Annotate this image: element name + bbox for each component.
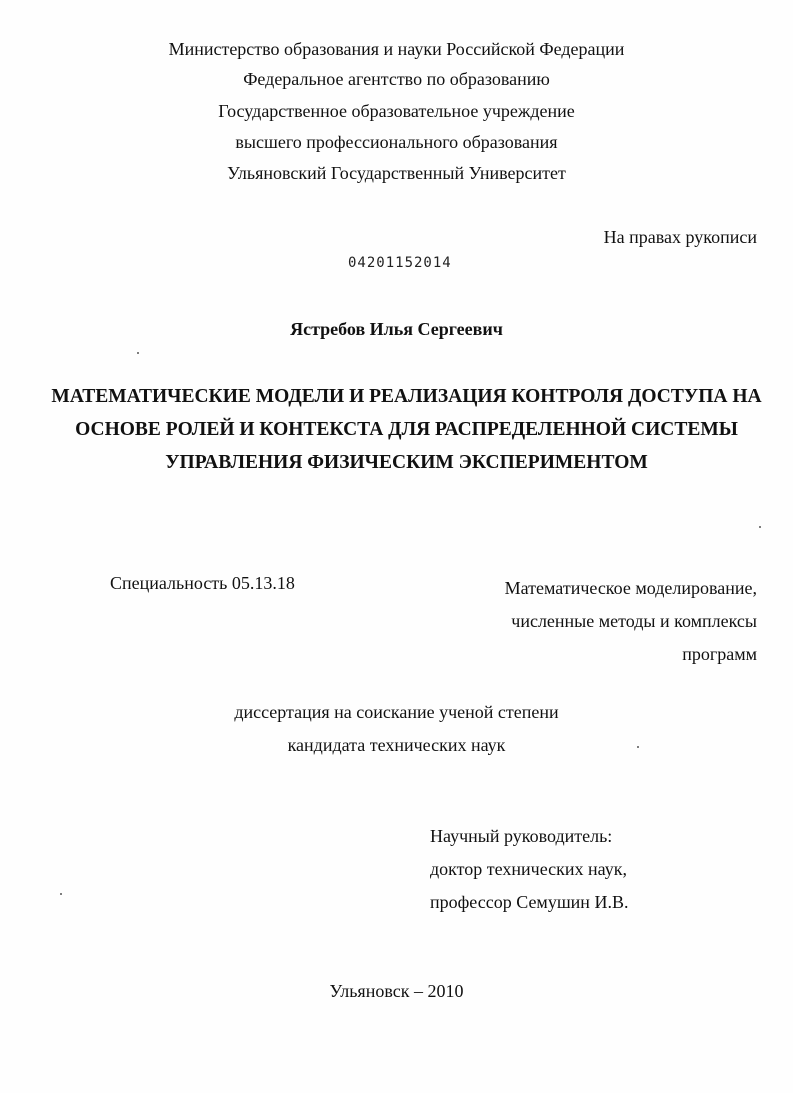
city-year: Ульяновск – 2010 [329, 981, 464, 1001]
education-level-line: высшего профессионального образования [235, 132, 558, 152]
scan-speck [137, 352, 139, 354]
advisor-line: доктор технических наук, [430, 859, 627, 879]
advisor-line: профессор Семушин И.В. [430, 892, 629, 912]
specialty-name-line: численные методы и комплексы [511, 611, 757, 631]
specialty-name-line: программ [682, 644, 757, 664]
ministry-line: Министерство образования и науки Российской Федерации [168, 39, 625, 59]
title-line: МАТЕМАТИЧЕСКИЕ МОДЕЛИ И РЕАЛИЗАЦИЯ КОНТРОЛЯ ДОСТУПА НА [51, 386, 762, 407]
institution-line: Государственное образовательное учреждение [218, 101, 575, 121]
specialty-name [505, 572, 757, 671]
title-line: УПРАВЛЕНИЯ ФИЗИЧЕСКИМ ЭКСПЕРИМЕНТОМ [165, 452, 648, 473]
specialty-name-line: Математическое моделирование, [504, 578, 757, 598]
scan-speck [637, 746, 639, 748]
advisor-line: Научный руководитель: [430, 826, 613, 846]
scan-speck [759, 526, 761, 528]
scan-speck [60, 893, 62, 895]
specialty-label: Специальность 05.13.18 [110, 573, 295, 593]
university-line: Ульяновский Государственный Университет [227, 163, 566, 183]
degree-statement [0, 696, 793, 762]
manuscript-rights-note: На правах рукописи [603, 227, 757, 247]
degree-line: диссертация на соискание ученой степени [234, 702, 559, 722]
degree-line: кандидата технических наук [287, 735, 506, 755]
agency-line: Федеральное агентство по образованию [243, 69, 550, 89]
scientific-advisor [430, 820, 628, 919]
title-line: ОСНОВЕ РОЛЕЙ И КОНТЕКСТА ДЛЯ РАСПРЕДЕЛЕННОЙ СИСТЕМЫ [75, 419, 738, 440]
dissertation-title [40, 380, 773, 479]
registration-code: 04201152014 [348, 255, 452, 271]
author-name: Ястребов Илья Сергеевич [290, 319, 503, 339]
